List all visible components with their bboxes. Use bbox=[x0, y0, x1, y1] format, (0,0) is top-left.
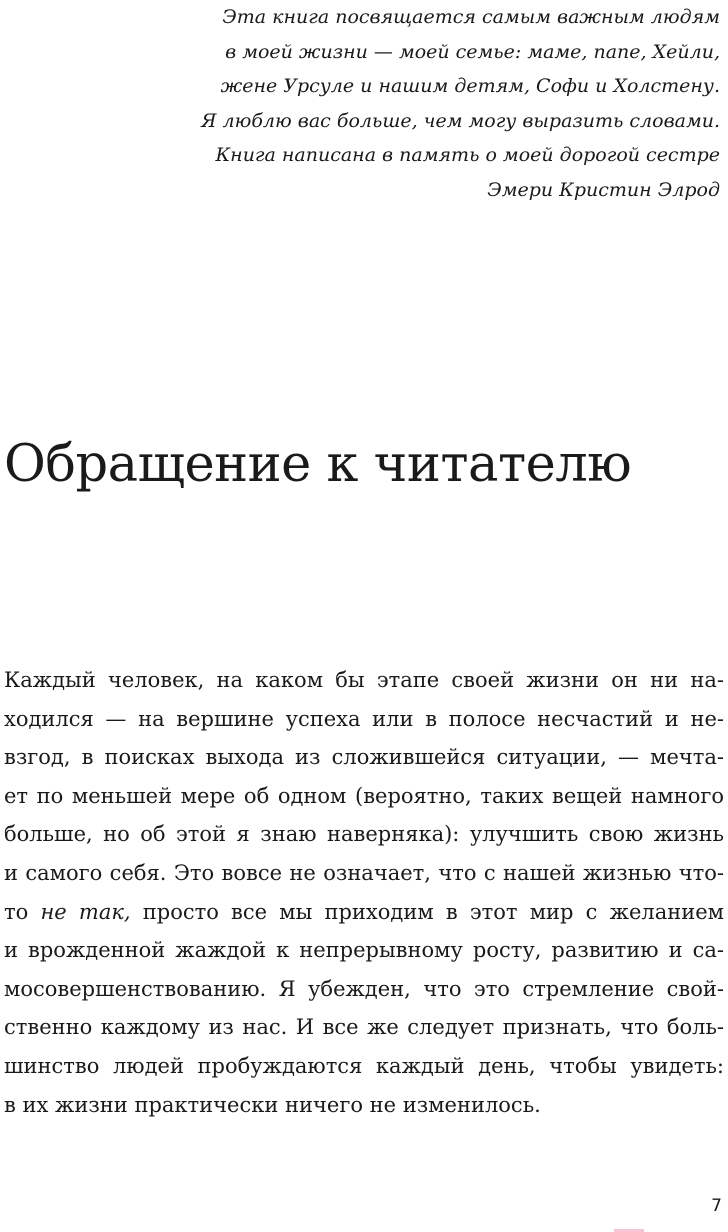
dedication bbox=[80, 0, 720, 207]
body-line: и самого себя. Это вовсе не означает, что с нашей жизнью что- bbox=[4, 860, 724, 885]
body-line: и врожденной жаждой к непрерывному росту, развитию и са- bbox=[4, 938, 724, 963]
body-text-run: то bbox=[4, 899, 41, 924]
body-line: взгод, в поисках выхода из сложившейся ситуации, — мечта- bbox=[4, 745, 724, 770]
body-line: ет по меньшей мере об одном (вероятно, таких вещей намного bbox=[4, 783, 724, 808]
body-text-run: просто все мы приходим в этот мир с желанием bbox=[130, 899, 724, 924]
body-line bbox=[4, 893, 724, 932]
dedication-line: жене Урсуле и нашим детям, Софи и Холстену. bbox=[220, 75, 720, 97]
body-line: шинство людей пробуждаются каждый день, чтобы увидеть: bbox=[4, 1053, 724, 1078]
dedication-line: в моей жизни — моей семье: маме, папе, Хейли, bbox=[225, 40, 720, 63]
dedication-line: Эта книга посвящается самым важным людям bbox=[222, 6, 720, 28]
dedication-line: Эмери Кристин Элрод bbox=[487, 178, 720, 201]
page-number: 7 bbox=[711, 1196, 722, 1216]
dedication-line: Я люблю вас больше, чем могу выразить словами. bbox=[201, 109, 720, 132]
emphasis-text: не так, bbox=[40, 899, 131, 924]
chapter-title: Обращение к читателю bbox=[4, 435, 632, 494]
body-line: больше, но об этой я знаю наверняка): улучшить свою жизнь bbox=[4, 822, 724, 847]
body-line: в их жизни практически ничего не изменилось. bbox=[4, 1092, 541, 1117]
dedication-line: Книга написана в память о моей дорогой сестре bbox=[215, 144, 720, 166]
body-line: мосовершенствованию. Я убежден, что это стремление свой- bbox=[4, 976, 724, 1001]
body-paragraph bbox=[4, 661, 724, 1124]
body-line: ственно каждому из нас. И все же следует признать, что боль- bbox=[4, 1015, 724, 1040]
body-line: ходился — на вершине успеха или в полосе несчастий и не- bbox=[4, 706, 724, 731]
body-line: Каждый человек, на каком бы этапе своей жизни он ни на- bbox=[4, 668, 724, 692]
